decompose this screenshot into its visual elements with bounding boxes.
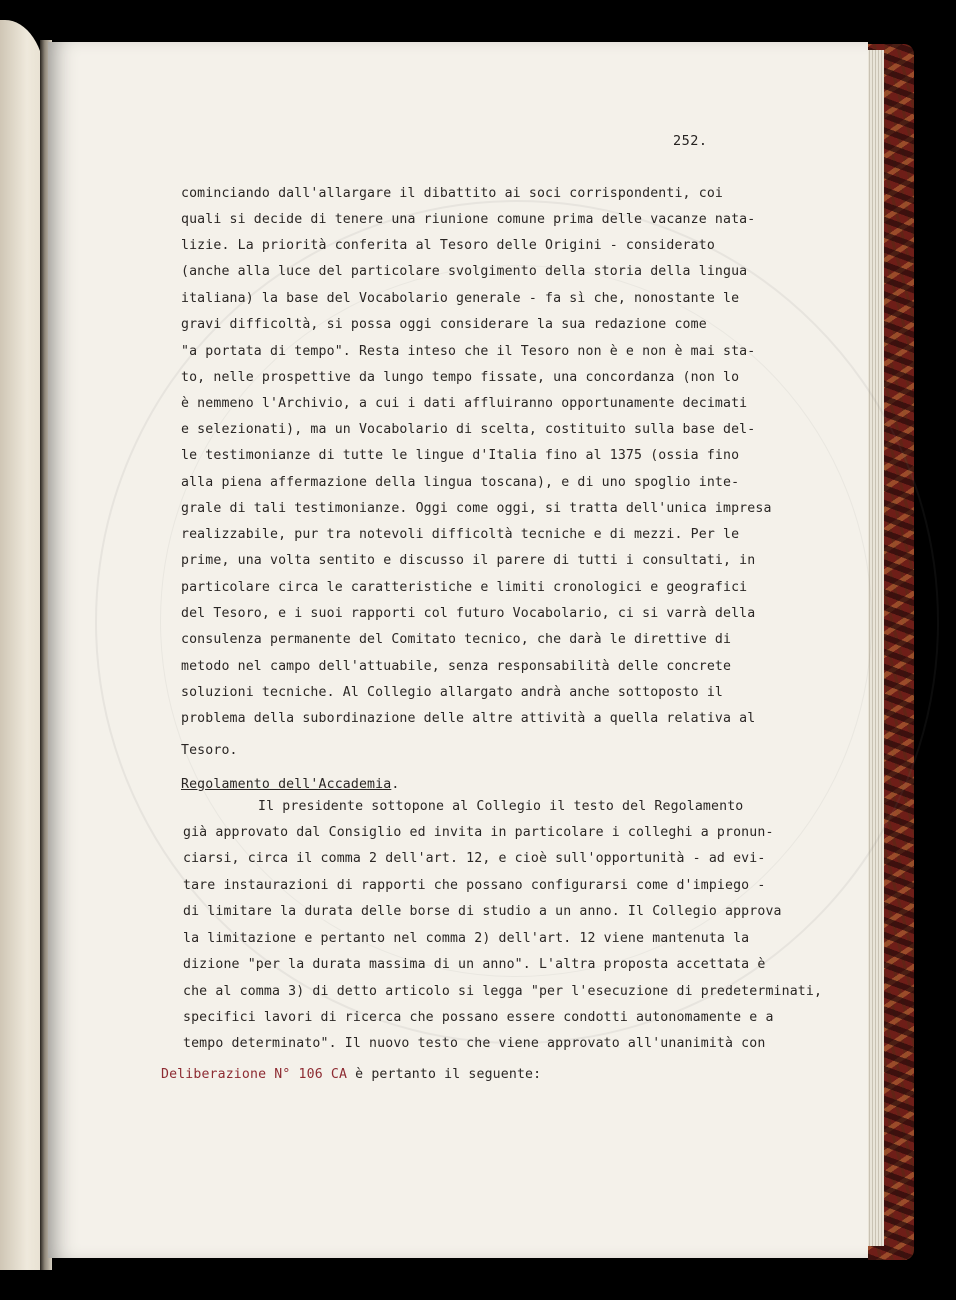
text-line: tare instaurazioni di rapporti che possano configurarsi come d'impiego - [183, 878, 766, 893]
text-line: che al comma 3) di detto articolo si legga "per l'esecuzione di predeterminati, [183, 984, 823, 999]
section-heading [181, 777, 399, 792]
text-line: to, nelle prospettive da lungo tempo fissate, una concordanza (non lo [181, 370, 740, 385]
text-line: lizie. La priorità conferita al Tesoro delle Origini - considerato [181, 238, 715, 253]
text-line: problema della subordinazione delle altre attività a quella relativa al [181, 711, 756, 726]
text-line: "a portata di tempo". Resta inteso che il Tesoro non è e non è mai sta- [181, 344, 756, 359]
text-line: è nemmeno l'Archivio, a cui i dati affluiranno opportunamente decimati [181, 396, 748, 411]
text-line: particolare circa le caratteristiche e limiti cronologici e geografici [181, 580, 748, 595]
text-line: realizzabile, pur tra notevoli difficoltà tecniche e di mezzi. Per le [181, 527, 740, 542]
deliberation-line [161, 1067, 541, 1082]
section-heading-text: Regolamento dell'Accademia [181, 777, 392, 792]
text-line: italiana) la base del Vocabolario generale - fa sì che, nonostante le [181, 291, 740, 306]
text-line: alla piena affermazione della lingua toscana), e di uno spoglio inte- [181, 475, 740, 490]
text-line: (anche alla luce del particolare svolgimento della storia della lingua [181, 264, 748, 279]
text-line: tempo determinato". Il nuovo testo che viene approvato all'unanimità con [183, 1036, 766, 1051]
text-line: consulenza permanente del Comitato tecnico, che darà le direttive di [181, 632, 732, 647]
text-line: gravi difficoltà, si possa oggi considerare la sua redazione come [181, 317, 707, 332]
text-line: e selezionati), ma un Vocabolario di scelta, costituito sulla base del- [181, 422, 756, 437]
deliberation-margin-note: Deliberazione N° 106 CA [161, 1067, 348, 1082]
text-line: le testimonianze di tutte le lingue d'Italia fino al 1375 (ossia fino [181, 448, 740, 463]
text-line: ciarsi, circa il comma 2 dell'art. 12, e cioè sull'opportunità - ad evi- [183, 851, 766, 866]
text-line: la limitazione e pertanto nel comma 2) dell'art. 12 viene mantenuta la [183, 931, 750, 946]
text-line: metodo nel campo dell'attuabile, senza responsabilità delle concrete [181, 659, 732, 674]
text-line: Tesoro. [181, 743, 238, 758]
text-line: dizione "per la durata massima di un anno". L'altra proposta accettata è [183, 957, 766, 972]
text-line: soluzioni tecniche. Al Collegio allargato andrà anche sottoposto il [181, 685, 723, 700]
text-line: quali si decide di tenere una riunione comune prima delle vacanze nata- [181, 212, 756, 227]
page-number: 252. [673, 133, 708, 149]
text-line: Il presidente sottopone al Collegio il testo del Regolamento [258, 799, 744, 814]
text-line: specifici lavori di ricerca che possano essere condotti autonomamente e a [183, 1010, 774, 1025]
facing-left-page [0, 20, 45, 1270]
deliberation-line-rest: è pertanto il seguente: [347, 1067, 542, 1082]
text-line: grale di tali testimonianze. Oggi come oggi, si tratta dell'unica impresa [181, 501, 772, 516]
text-line: prime, una volta sentito e discusso il parere di tutti i consultati, in [181, 553, 756, 568]
text-line: del Tesoro, e i suoi rapporti col futuro Vocabolario, ci si varrà della [181, 606, 756, 621]
text-line: cominciando dall'allargare il dibattito ai soci corrispondenti, coi [181, 186, 723, 201]
text-line: già approvato dal Consiglio ed invita in particolare i colleghi a pronun- [183, 825, 774, 840]
text-line: di limitare la durata delle borse di studio a un anno. Il Collegio approva [183, 904, 782, 919]
section-heading-period: . [391, 777, 400, 792]
